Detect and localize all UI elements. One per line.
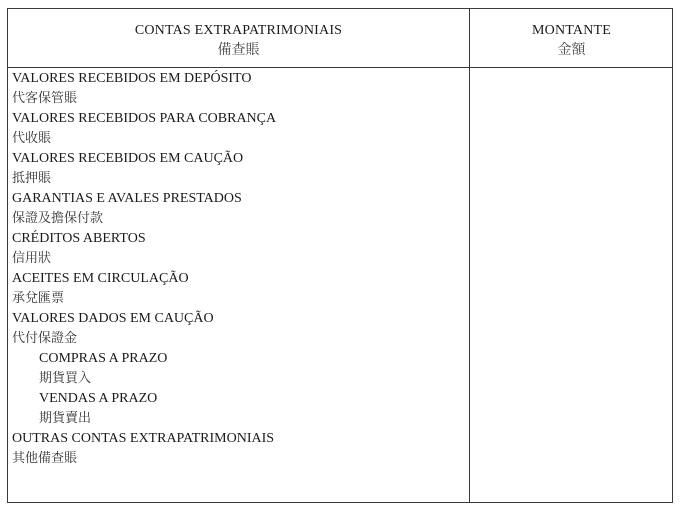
account-label-chinese: 期貨賣出 [39, 411, 92, 426]
header-amount-title: MONTANTE [531, 23, 612, 38]
account-label-chinese: 代收賬 [12, 131, 52, 146]
off-balance-sheet-table [7, 8, 673, 503]
header-amount [470, 9, 673, 67]
account-label-chinese: 抵押賬 [12, 171, 52, 186]
header-accounts-title: CONTAS EXTRAPATRIMONIAIS [134, 23, 343, 38]
account-label: VALORES RECEBIDOS EM DEPÓSITO [12, 71, 252, 86]
account-label: VALORES DADOS EM CAUÇÃO [12, 311, 214, 326]
account-label: VALORES RECEBIDOS PARA COBRANÇA [12, 111, 277, 126]
account-label-chinese: 代付保證金 [12, 331, 78, 346]
header-divider [8, 67, 672, 68]
account-label-chinese: 期貨買入 [39, 371, 92, 386]
account-label-chinese: 其他備查賬 [12, 451, 78, 466]
header-amount-subtitle: 金額 [557, 43, 586, 58]
account-label-chinese: 代客保管賬 [12, 91, 78, 106]
header-accounts [8, 9, 469, 67]
account-label-chinese: 承兌匯票 [12, 291, 65, 306]
account-label: CRÉDITOS ABERTOS [12, 231, 146, 246]
account-label-chinese: 信用狀 [12, 251, 52, 266]
account-label: VALORES RECEBIDOS EM CAUÇÃO [12, 151, 244, 166]
account-label: ACEITES EM CIRCULAÇÃO [12, 271, 189, 286]
column-divider [469, 9, 470, 502]
account-label-chinese: 保證及擔保付款 [12, 211, 104, 226]
account-label: OUTRAS CONTAS EXTRAPATRIMONIAIS [12, 431, 275, 446]
account-label: VENDAS A PRAZO [39, 391, 158, 406]
account-label: COMPRAS A PRAZO [39, 351, 168, 366]
account-list [12, 69, 467, 469]
header-accounts-subtitle: 備查賬 [217, 43, 260, 58]
account-label: GARANTIAS E AVALES PRESTADOS [12, 191, 242, 206]
